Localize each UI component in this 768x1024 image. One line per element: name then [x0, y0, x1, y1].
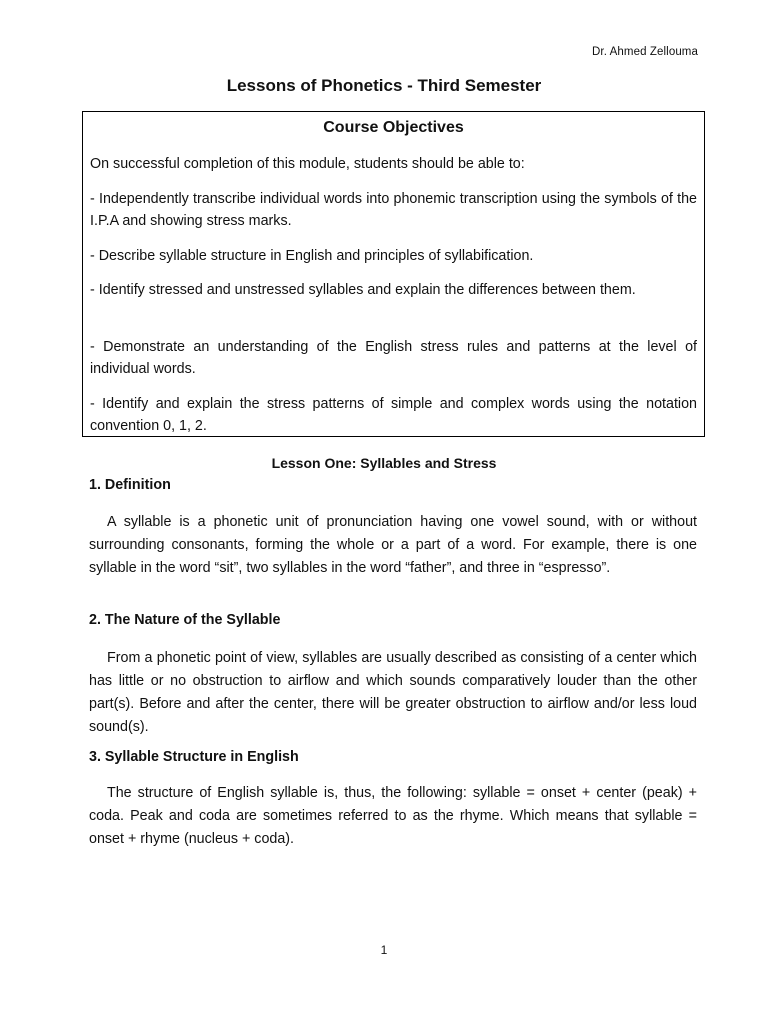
objective-item: - Independently transcribe individual words into phonemic transcription using the symbols of the I.P.A and showing stress marks.	[90, 191, 697, 229]
lesson-heading: Lesson One: Syllables and Stress	[271, 455, 497, 471]
section-paragraph-definition: A syllable is a phonetic unit of pronunciation having one vowel sound, with or without surrounding consonants, forming the whole or a part of a word. For example, there is one syllable in the word “sit”, two syllables in the word “father”, and three in “espresso”.	[89, 514, 697, 576]
objective-item: - Identify and explain the stress patterns of simple and complex words using the notation convention 0, 1, 2.	[90, 396, 697, 434]
objective-item: - Describe syllable structure in English and principles of syllabification.	[90, 248, 534, 264]
objectives-title: Course Objectives	[323, 119, 464, 136]
objective-item: - Identify stressed and unstressed syllables and explain the differences between them.	[90, 282, 636, 298]
objective-item: - Demonstrate an understanding of the English stress rules and patterns at the level of individual words.	[90, 339, 697, 377]
course-objectives-box	[82, 111, 705, 437]
page-number: 1	[380, 943, 388, 957]
section-heading-structure: 3. Syllable Structure in English	[89, 749, 299, 765]
objectives-intro: On successful completion of this module, students should be able to:	[90, 156, 525, 172]
document-title: Lessons of Phonetics - Third Semester	[226, 76, 542, 95]
author-name: Dr. Ahmed Zellouma	[592, 46, 698, 58]
section-paragraph-structure: The structure of English syllable is, thus, the following: syllable = onset + center (peak) + coda. Peak and coda are sometimes referred to as the rhyme. Which means that syllable = onset + rhyme (nucleus + coda).	[89, 785, 697, 847]
section-heading-nature: 2. The Nature of the Syllable	[89, 612, 281, 628]
section-heading-definition: 1. Definition	[89, 477, 171, 493]
section-paragraph-nature: From a phonetic point of view, syllables are usually described as consisting of a center which has little or no obstruction to airflow and which sounds comparatively louder than the other part(s). Before and after the center, there will be greater obstruction to airflow and/or less loud sound(s).	[89, 650, 697, 735]
